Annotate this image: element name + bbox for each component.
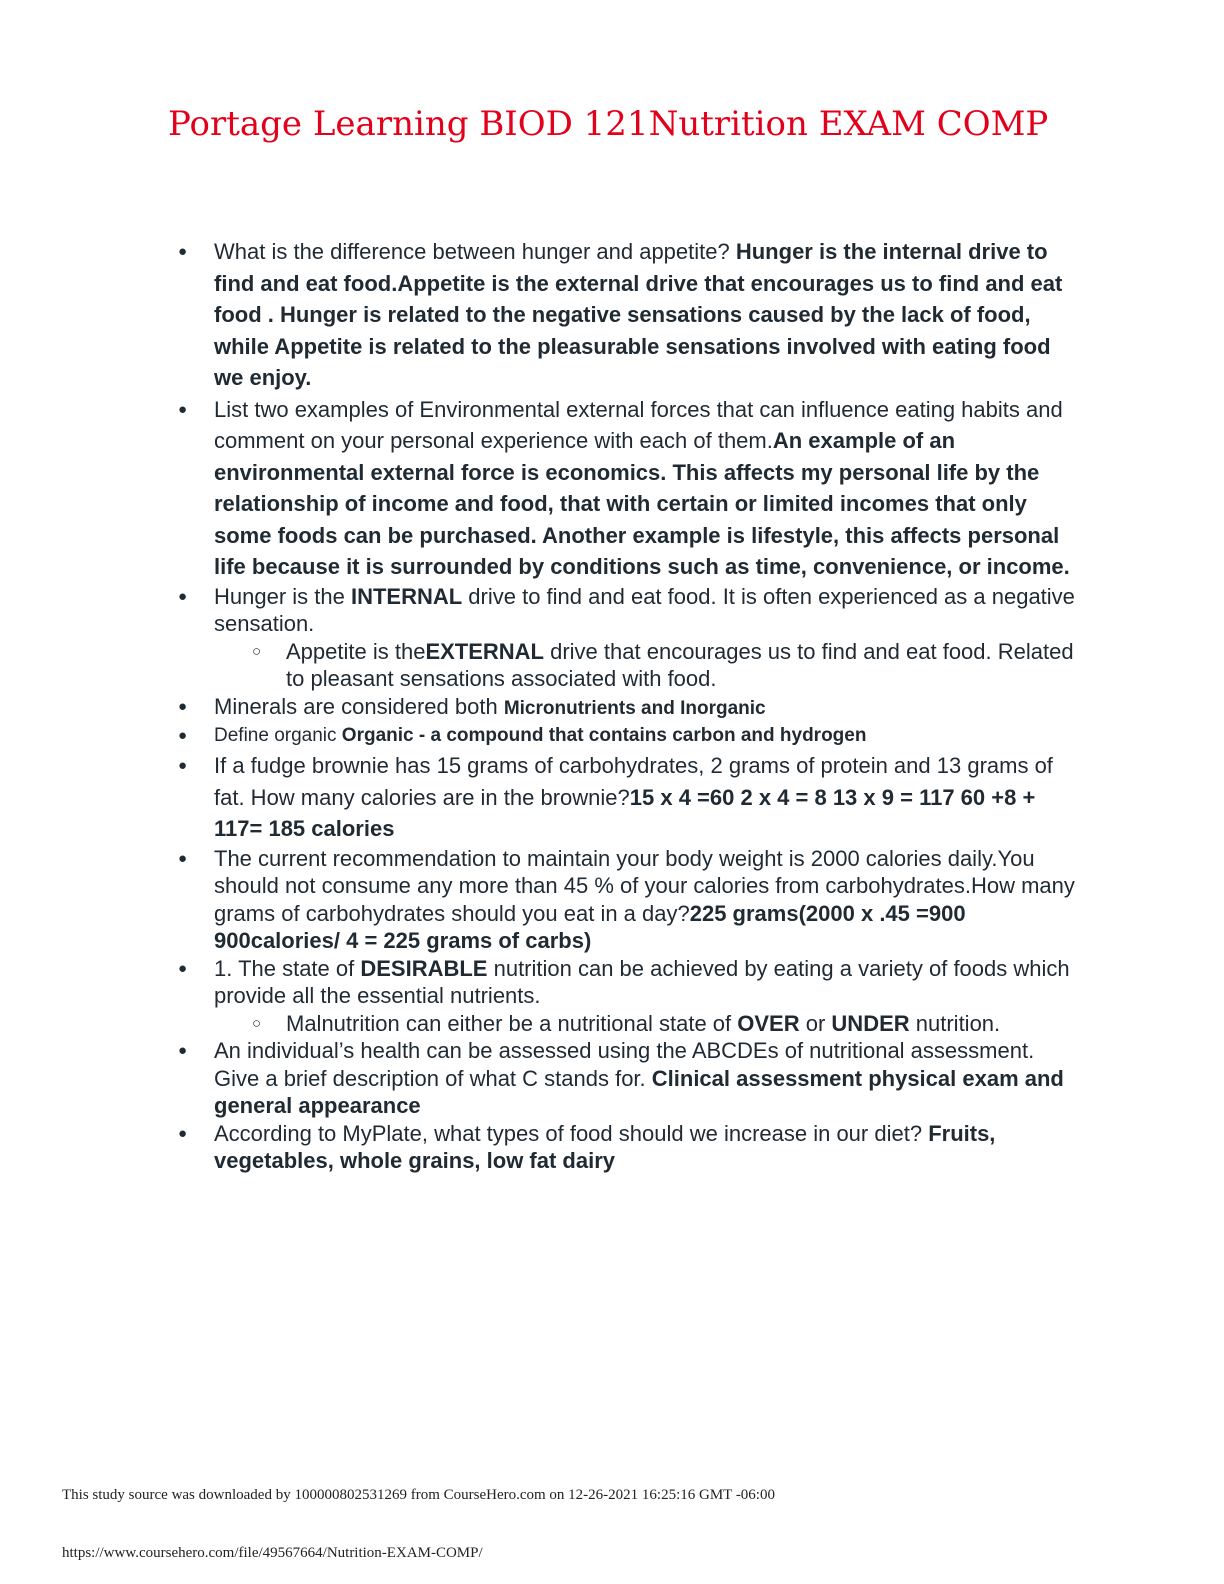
- emphasis-text: DESIRABLE: [360, 955, 488, 981]
- answer-text: Micronutrients and Inorganic: [503, 697, 766, 719]
- answer-text: 15 x 4 =60 2 x 4 = 8 13 x 9 = 117 60 +8 + 117= 185 calories: [214, 784, 1036, 841]
- question-text: List two examples of Environmental external forces that can influence eating habits and comment on your personal experience with each of them.: [214, 396, 1063, 453]
- question-text: If a fudge brownie has 15 grams of carbohydrates, 2 grams of protein and 13 grams of fat. How many calories are in the brownie?: [214, 753, 1053, 810]
- question-text: Hunger is the: [214, 583, 351, 609]
- document-title: Portage Learning BIOD 121Nutrition EXAM COMP: [168, 104, 1049, 144]
- question-text: Minerals are considered both: [214, 693, 504, 719]
- answer-text: An example of an environmental external force is economics. This affects my personal life by the relationship of income and food, that with certain or limited incomes that only some foods can be purchased. Another example is lifestyle, this affects personal life because it is surrounded by conditions such as time, convenience, or income.: [214, 428, 1070, 579]
- answer-text: Hunger is the internal drive to find and eat food.Appetite is the external drive that encourages us to find and eat food . Hunger is related to the negative sensations caused by the lack of food, while Appetite is related to the pleasurable sensations involved with eating food we enjoy.: [214, 239, 1063, 390]
- sub-list: [214, 638, 1076, 693]
- question-text: An individual’s health can be assessed using the ABCDEs of nutritional assessment. Give a brief description of what C stands for.: [214, 1038, 1035, 1091]
- list-item: [214, 693, 1076, 723]
- list-item: [214, 955, 1076, 1038]
- list-item: [214, 722, 1076, 750]
- list-item: [214, 845, 1076, 955]
- sub-list: [214, 1010, 1076, 1038]
- question-text: What is the difference between hunger and appetite?: [214, 239, 736, 264]
- question-text: The current recommendation to maintain your body weight is 2000 calories daily.You should not consume any more than 45 % of your calories from carbohydrates.How many grams of carbohydrates should you eat in a day?: [214, 845, 1075, 926]
- sub-text: drive that encourages us to find and eat food. Related to pleasant sensations associated with food.: [286, 638, 1074, 691]
- sub-list-item: [286, 638, 1076, 693]
- list-item: [214, 236, 1076, 394]
- question-list: [214, 236, 1076, 1175]
- download-notice: This study source was downloaded by 100000802531269 from CourseHero.com on 12-26-2021 16:25:16 GMT -06:00: [62, 1487, 775, 1503]
- emphasis-text: OVER: [737, 1010, 800, 1036]
- emphasis-text: EXTERNAL: [425, 638, 544, 664]
- question-text: drive to find and eat food. It is often experienced as a negative sensation.: [214, 583, 1075, 636]
- sub-text: or: [799, 1010, 832, 1036]
- answer-text: Fruits, vegetables, whole grains, low fat dairy: [214, 1120, 996, 1173]
- list-item: [214, 750, 1076, 845]
- list-item: [214, 1120, 1076, 1175]
- sub-text: Malnutrition can either be a nutritional state of: [286, 1010, 738, 1036]
- question-text: nutrition can be achieved by eating a variety of foods which provide all the essential nutrients.: [214, 955, 1070, 1008]
- question-text: According to MyPlate, what types of food should we increase in our diet?: [214, 1120, 929, 1146]
- question-text: Define organic: [214, 725, 342, 746]
- list-item: [214, 394, 1076, 583]
- list-item: [214, 1037, 1076, 1120]
- emphasis-text: INTERNAL: [350, 583, 463, 609]
- emphasis-text: UNDER: [831, 1010, 910, 1036]
- sub-text: Appetite is the: [286, 638, 426, 664]
- sub-text: nutrition.: [909, 1010, 1001, 1036]
- sub-list-item: [286, 1010, 1076, 1038]
- source-url[interactable]: https://www.coursehero.com/file/49567664/Nutrition-EXAM-COMP/: [62, 1545, 483, 1561]
- list-item: [214, 583, 1076, 693]
- answer-text: Clinical assessment physical exam and general appearance: [214, 1065, 1064, 1118]
- question-text: 1. The state of: [214, 955, 361, 981]
- answer-text: 225 grams(2000 x .45 =900 900calories/ 4 = 225 grams of carbs): [214, 900, 966, 953]
- answer-text: Organic - a compound that contains carbon and hydrogen: [341, 725, 867, 746]
